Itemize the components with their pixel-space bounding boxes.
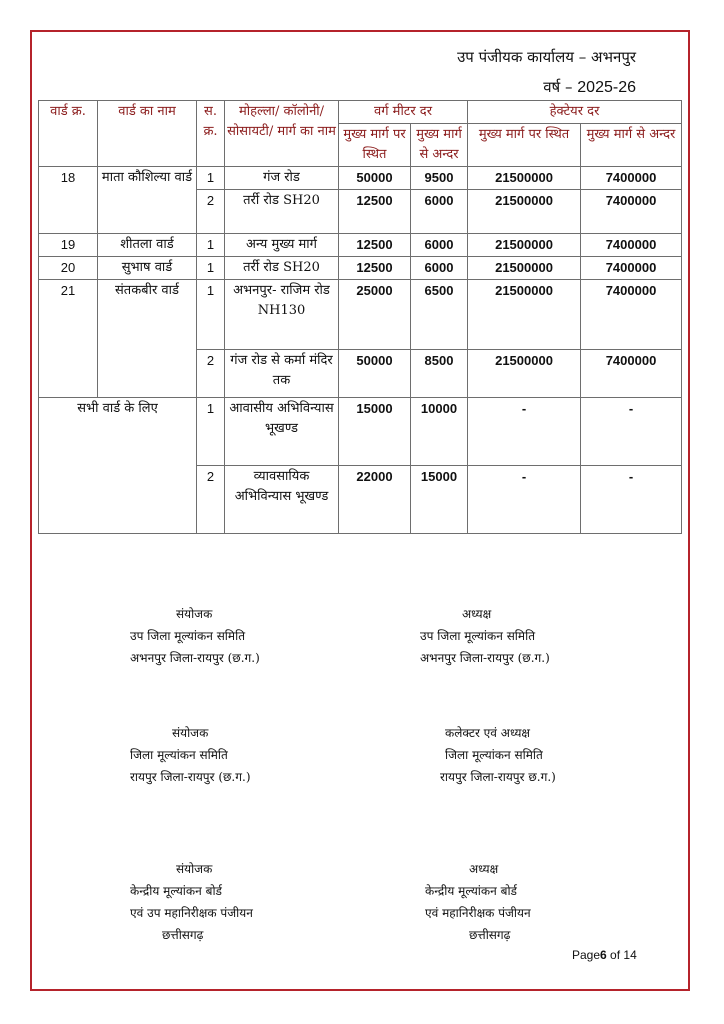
locality: तर्री रोड SH20	[225, 257, 339, 280]
ward-no: 20	[39, 257, 98, 280]
all-wards-label: सभी वार्ड के लिए	[39, 398, 197, 534]
year-label: वर्ष –	[543, 78, 573, 96]
table-row	[39, 257, 682, 280]
ha-main: 21500000	[468, 190, 581, 234]
signature-block-sub-district-convener	[130, 603, 260, 669]
signature-line: जिला मूल्यांकन समिति	[445, 748, 543, 762]
ward-no: 21	[39, 280, 98, 398]
signature-line: केन्द्रीय मूल्यांकन बोर्ड	[130, 884, 222, 898]
signature-line: एवं उप महानिरीक्षक पंजीयन	[130, 906, 253, 920]
ward-name: शीतला वार्ड	[98, 234, 197, 257]
table-row	[39, 280, 682, 350]
sqm-inner: 15000	[411, 466, 468, 534]
page-suffix: of 14	[606, 948, 637, 962]
locality: आवासीय अभिविन्यास भूखण्ड	[225, 398, 339, 466]
signature-line: छत्तीसगढ़	[162, 928, 204, 942]
ha-inner: 7400000	[581, 350, 682, 398]
signature-line: छत्तीसगढ़	[469, 928, 511, 942]
ward-name: सुभाष वार्ड	[98, 257, 197, 280]
serial-no: 2	[197, 466, 225, 534]
ha-main: 21500000	[468, 280, 581, 350]
sqm-inner: 6500	[411, 280, 468, 350]
serial-no: 2	[197, 350, 225, 398]
sqm-main: 12500	[339, 257, 411, 280]
ha-main: 21500000	[468, 257, 581, 280]
signature-title: अध्यक्ष	[469, 862, 499, 876]
ha-inner: -	[581, 466, 682, 534]
locality: व्यावसायिक अभिविन्यास भूखण्ड	[225, 466, 339, 534]
header-sqm-main: मुख्य मार्ग पर स्थित	[339, 124, 411, 167]
locality: अन्य मुख्य मार्ग	[225, 234, 339, 257]
signature-block-sub-district-chair	[420, 603, 550, 669]
header-sqm-rate: वर्ग मीटर दर	[339, 101, 468, 124]
signature-line: अभनपुर जिला-रायपुर (छ.ग.)	[420, 651, 550, 665]
table-row	[39, 167, 682, 190]
sqm-main: 12500	[339, 234, 411, 257]
year-value: 2025-26	[577, 79, 636, 96]
year-line	[543, 77, 636, 97]
sqm-inner: 8500	[411, 350, 468, 398]
sqm-main: 12500	[339, 190, 411, 234]
table-row	[39, 234, 682, 257]
ha-main: 21500000	[468, 350, 581, 398]
sqm-inner: 10000	[411, 398, 468, 466]
table-row	[39, 398, 682, 466]
ha-inner: 7400000	[581, 167, 682, 190]
sqm-main: 15000	[339, 398, 411, 466]
signature-line: अभनपुर जिला-रायपुर (छ.ग.)	[130, 651, 260, 665]
serial-no: 1	[197, 234, 225, 257]
signature-block-district-convener	[130, 722, 251, 788]
sqm-main: 50000	[339, 350, 411, 398]
ha-main: -	[468, 466, 581, 534]
ward-name: संतकबीर वार्ड	[98, 280, 197, 398]
signature-title: संयोजक	[172, 726, 209, 740]
header-row-1	[39, 101, 682, 124]
ha-main: -	[468, 398, 581, 466]
sqm-main: 22000	[339, 466, 411, 534]
ha-inner: 7400000	[581, 190, 682, 234]
signature-line: केन्द्रीय मूल्यांकन बोर्ड	[425, 884, 517, 898]
signature-title: अध्यक्ष	[462, 607, 492, 621]
header-locality: मोहल्ला/ कॉलोनी/ सोसायटी/ मार्ग का नाम	[225, 101, 339, 167]
signature-line: जिला मूल्यांकन समिति	[130, 748, 228, 762]
locality: तर्री रोड SH20	[225, 190, 339, 234]
header-sno: स. क्र.	[197, 101, 225, 167]
locality: अभनपुर- राजिम रोड NH130	[225, 280, 339, 350]
signature-title: संयोजक	[176, 607, 213, 621]
sqm-inner: 9500	[411, 167, 468, 190]
signature-line: रायपुर जिला-रायपुर छ.ग.)	[440, 770, 556, 784]
header-ha-inner: मुख्य मार्ग से अन्दर	[581, 124, 682, 167]
signature-line: उप जिला मूल्यांकन समिति	[130, 629, 246, 643]
signature-line: रायपुर जिला-रायपुर (छ.ग.)	[130, 770, 251, 784]
ha-inner: -	[581, 398, 682, 466]
ward-name: माता कौशिल्या वार्ड	[98, 167, 197, 234]
signature-line: उप जिला मूल्यांकन समिति	[420, 629, 536, 643]
page-prefix: Page	[572, 948, 601, 962]
page-current: 6	[600, 948, 607, 962]
ward-no: 18	[39, 167, 98, 234]
ha-main: 21500000	[468, 167, 581, 190]
signature-title: संयोजक	[176, 862, 213, 876]
sqm-inner: 6000	[411, 234, 468, 257]
sqm-main: 25000	[339, 280, 411, 350]
ward-no: 19	[39, 234, 98, 257]
header-hectare-rate: हेक्टेयर दर	[468, 101, 682, 124]
ha-inner: 7400000	[581, 234, 682, 257]
signature-title: कलेक्टर एवं अध्यक्ष	[445, 726, 531, 740]
sqm-inner: 6000	[411, 257, 468, 280]
header-ha-main: मुख्य मार्ग पर स्थित	[468, 124, 581, 167]
serial-no: 1	[197, 398, 225, 466]
signature-block-central-board-convener	[130, 858, 253, 946]
signature-line: एवं महानिरीक्षक पंजीयन	[425, 906, 531, 920]
ha-inner: 7400000	[581, 280, 682, 350]
signature-block-collector-chair	[440, 722, 556, 788]
signature-block-central-board-chair	[425, 858, 531, 946]
sqm-inner: 6000	[411, 190, 468, 234]
locality: गंज रोड से कर्मा मंदिर तक	[225, 350, 339, 398]
ha-main: 21500000	[468, 234, 581, 257]
office-title: उप पंजीयक कार्यालय – अभनपुर	[457, 48, 636, 66]
header-ward-name: वार्ड का नाम	[98, 101, 197, 167]
locality: गंज रोड	[225, 167, 339, 190]
sqm-main: 50000	[339, 167, 411, 190]
serial-no: 1	[197, 280, 225, 350]
header-sqm-inner: मुख्य मार्ग से अन्दर	[411, 124, 468, 167]
rates-table	[38, 100, 682, 534]
serial-no: 1	[197, 167, 225, 190]
header-ward-no: वार्ड क्र.	[39, 101, 98, 167]
ha-inner: 7400000	[581, 257, 682, 280]
page-number	[572, 948, 637, 962]
serial-no: 2	[197, 190, 225, 234]
serial-no: 1	[197, 257, 225, 280]
